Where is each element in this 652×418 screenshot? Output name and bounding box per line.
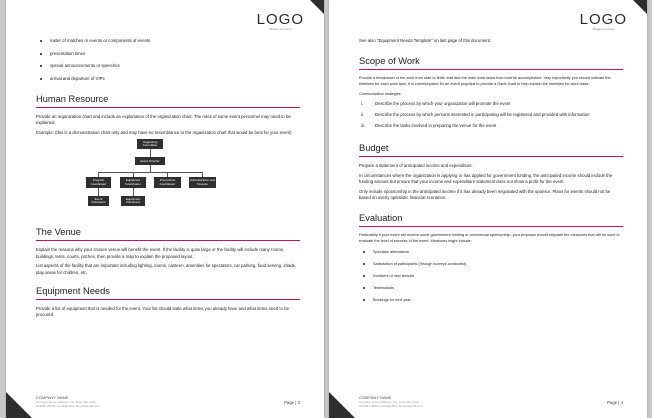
page-3-content [36,38,300,322]
org-box-organising-committee: Organising Committee [137,139,163,149]
paragraph: See also "Equipment Needs Template" on last page of this document. [359,38,492,43]
org-connector [98,188,99,196]
logo-mark: LOGO [579,11,627,28]
page-3 [6,0,324,418]
paragraph: Provide a list of equipment that is needed for the event. Your list should state what items you already have and what items need to be procured. [36,306,289,318]
org-box-administration-finance: Administration and Finance [189,177,216,188]
logo-tagline: Slogan text here [592,27,615,31]
section-heading-venue: The Venue [36,227,300,241]
footer-address: company street address, city, state, Zip Code [359,400,419,404]
page-4-footer [359,395,623,408]
list-item: Bookings for next year [359,297,623,303]
footer-contact: 224-867-9999 | email@office.TemplateLAB.com [36,404,100,408]
section-heading-equipment-needs: Equipment Needs [36,286,300,300]
list-item: Satisfaction of participants (through surveys conducted) [359,261,623,267]
org-box-promotions-coordinator: Promotions Coordinator [154,177,181,188]
logo [257,12,304,31]
footer-address: company street address, city, state, Zip Code [36,400,96,404]
org-connector [150,165,151,172]
communication-strategies-list [359,101,623,129]
evaluation-measures-list [359,249,623,303]
paragraph: Prepare a statement of anticipated income and expenditure. [359,162,473,168]
list-number: iii. [361,122,366,128]
org-connector [150,149,151,157]
page-4-content [359,38,623,309]
corner-decoration [633,0,647,14]
logo-tagline: Slogan text here [269,27,292,31]
org-box-equipment-coordinator: Equipment Coordinator [120,177,146,188]
org-box-event-director: Event Director [135,157,165,165]
footer-contact: 224-867-9999 | email@office.TemplateLAB.com [359,404,423,408]
list-item: Numbers of new recruits [359,273,623,279]
list-number: ii. [361,111,365,117]
paragraph: Provide a breakdown of the work from start to finish that lists the main work tasks that must be accomplished. Very importantly you should indicate the timelines for each work task. It is commonplace for an event proposal to provide a Gantt chart to help explain the timelines for work tasks. [359,76,611,86]
section-heading-human-resource: Human Resource [36,94,300,108]
section-heading-scope-of-work: Scope of Work [359,56,623,70]
list-item-text: Describe the process by which persons interested in participating will be registered and provided with information [375,111,590,117]
page-4 [329,0,647,418]
paragraph: Explain the reasons why your chosen venue will benefit the event. If the facility is quite large or the facility will include many rooms, buildings, tents, courts, pitches, then provide a map to explain the proposed layout. [36,247,285,259]
corner-decoration [329,392,355,418]
corner-decoration [310,0,324,14]
list-item: roster of matches or events or components of events [36,38,300,44]
list-item: Spectator attendance [359,249,623,255]
list-item: presentation times [36,51,300,57]
paragraph: Example: (this is a demonstration chart only and may have no resemblance to the organization chart that would be best for your event) [36,129,292,135]
section-heading-evaluation: Evaluation [359,213,623,227]
org-connector [98,172,202,173]
list-item-text: Describe the process by which your organization will promote the event [375,100,511,106]
corner-decoration [6,392,32,418]
page-number: Page | 3 [284,400,300,405]
page-number: Page | 4 [607,400,623,405]
list-item: Testimonials [359,285,623,291]
list-item [359,123,623,129]
paragraph: Particularly if your event will receive some government funding or commercial sponsorship, your proposal should stipulate the measures that will be used to evaluate the level of success of the event. Measures might include: [359,233,620,243]
list-item [359,112,623,118]
page-3-footer [36,395,300,408]
list-item [359,101,623,107]
org-connector [133,188,134,196]
org-box-program-coordinator: Program Coordinator [86,177,111,188]
list-item: special announcements or speeches [36,63,300,69]
paragraph: In circumstances where the organization is applying or has applied for government funding, the anticipated income should include the funding amount but ensure that your income and expenditure statement does not show a profit for the event. [359,172,613,184]
list-item: arrival and departure of VIPs [36,76,300,82]
footer-company-name: COMPANY NAME [359,395,392,400]
subheading-communication-strategies: Communication strategies [359,91,401,96]
organization-chart [36,139,300,233]
org-box-equipment-volunteers: Equipment Volunteers [121,196,145,206]
org-box-event-volunteers: Event Volunteers [88,196,109,206]
logo [580,12,627,31]
schedule-bullet-list [36,38,300,82]
section-heading-budget: Budget [359,143,623,157]
list-number: i. [361,100,364,106]
paragraph: Only include sponsorship in the anticipated income if it has already been negotiated with the sponsor. Plans for events should not be based on overly optimistic financial scenarios. [359,188,611,200]
paragraph: List aspects of the facility that are important including lighting, rooms, canteen, amenities for spectators, car parking, food serving, shade, play areas for children, etc. [36,263,297,275]
paragraph: Provide an organization chart and include an explanation of the organization chart. The roles of some event personnel may need to be explained. [36,113,291,125]
footer-company-name: COMPANY NAME [36,395,69,400]
list-item-text: Describe the tasks involved in preparing the venue for the event [375,122,497,128]
logo-mark: LOGO [256,11,304,28]
